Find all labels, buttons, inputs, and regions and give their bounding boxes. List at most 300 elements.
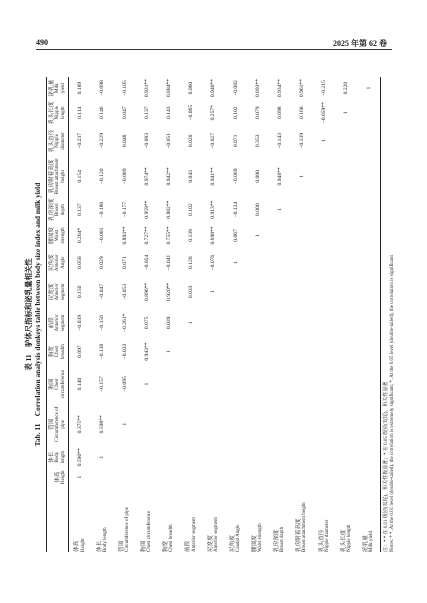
- table-cell: 0.893**: [254, 78, 261, 98]
- table-cell: [291, 222, 313, 249]
- table-cell: −0.156: [99, 315, 106, 331]
- table-cell: 0.934**: [276, 78, 283, 98]
- table-cell: 0.075: [143, 316, 150, 330]
- column-header: [47, 445, 69, 469]
- table-cell: 0.590**: [77, 448, 84, 467]
- table-cell: [224, 469, 246, 485]
- row-label-cn: 体高: [74, 540, 81, 552]
- row-label: [335, 485, 357, 552]
- table-cell: [247, 276, 269, 307]
- table-cell: 0.220: [343, 81, 350, 95]
- table-cell: [358, 445, 381, 469]
- column-header-en: Nipple length: [55, 105, 66, 120]
- row-label: [247, 485, 269, 552]
- table-cell: [335, 222, 357, 249]
- table-cell: 0.029: [99, 256, 106, 269]
- table-cell: [358, 403, 381, 445]
- column-header: [47, 222, 69, 249]
- row-label: [136, 485, 158, 552]
- row-label: [269, 485, 291, 552]
- table-cell: [158, 445, 180, 469]
- table-cell: [114, 445, 136, 469]
- row-label-en: Milk yield: [369, 531, 375, 552]
- table-cell: 0.048: [121, 134, 128, 148]
- table-cell: 0.154: [77, 170, 84, 183]
- table-cell: [291, 249, 313, 276]
- table-cell: [202, 445, 224, 469]
- table-cell: [224, 338, 246, 364]
- table-cell: [313, 338, 335, 364]
- column-header-en: Chest circumference: [55, 369, 66, 399]
- table-cell: 1: [343, 111, 350, 115]
- table-cell: 0.931**: [143, 78, 150, 98]
- table-cell: [180, 365, 202, 404]
- table-cell: −0.089: [121, 168, 128, 185]
- table-cell: [269, 276, 291, 307]
- row-label-en: Breast attachment height: [302, 502, 308, 552]
- table-cell: 1: [232, 261, 239, 265]
- table-cell: 0.071: [121, 256, 128, 269]
- table-cell: [202, 307, 224, 338]
- table-cell: −0.139: [299, 133, 306, 149]
- table-cell: [335, 307, 357, 338]
- table-cell: −0.215: [321, 80, 328, 96]
- table-cell: −0.065: [188, 104, 195, 121]
- row-label-cn: 乳头直径: [318, 529, 325, 552]
- table-cell: [269, 365, 291, 404]
- table-cell: [224, 365, 246, 404]
- table-cell: 0.067: [232, 229, 239, 242]
- column-header-en: Anterior segment: [55, 283, 66, 301]
- table-row: [224, 77, 246, 552]
- table-cell: 1: [321, 139, 328, 143]
- row-label-cn: 体长: [96, 540, 103, 552]
- table-cell: 0.727**: [143, 226, 150, 245]
- table-cell: [158, 469, 180, 485]
- row-label-en: Body length: [102, 527, 108, 552]
- column-header-en: Anterior segment: [55, 314, 66, 332]
- table-cell: [247, 365, 269, 404]
- table-cell: [291, 403, 313, 445]
- table-cell: [335, 155, 357, 197]
- table-row: [69, 77, 92, 552]
- table-cell: 0.058: [77, 256, 84, 269]
- table-cell: −0.098: [99, 80, 106, 96]
- table-cell: −0.095: [121, 376, 128, 392]
- table-cell: 0.353: [254, 134, 261, 148]
- table-cell: [335, 469, 357, 485]
- table-cell: −0.053: [121, 283, 128, 300]
- table-notes: [384, 77, 397, 552]
- table-cell: 0.893**: [121, 226, 128, 245]
- column-header-en: Body length: [55, 450, 66, 464]
- column-header-en: Breast depth: [55, 203, 66, 217]
- column-header-cn: 胸围: [49, 378, 56, 390]
- table-cell: [247, 338, 269, 364]
- table-cell: 0.143: [165, 106, 172, 120]
- table-cell: [313, 445, 335, 469]
- table-row: [247, 77, 269, 552]
- table-cell: [313, 469, 335, 485]
- column-header: [47, 365, 69, 404]
- table-cell: 1: [165, 350, 172, 353]
- table-cell: 0.896**: [143, 282, 150, 301]
- column-header-cn: 体高: [54, 471, 61, 483]
- column-header: [47, 403, 69, 445]
- row-label-cn: 乳房附着高度: [296, 518, 303, 552]
- table-cell: 0.079: [254, 106, 261, 120]
- row-label-cn: 前段: [185, 540, 192, 552]
- table-cell: [358, 338, 381, 364]
- table-cell: [91, 469, 113, 485]
- table-cell: [269, 338, 291, 364]
- table-cell: [247, 307, 269, 338]
- rotated-table-block: [25, 77, 405, 552]
- table-cell: −0.237: [77, 133, 84, 149]
- table-cell: [180, 338, 202, 364]
- correlation-table: [46, 77, 381, 552]
- table-cell: 0.020: [188, 134, 195, 148]
- table-cell: [358, 307, 381, 338]
- table-cell: [224, 445, 246, 469]
- row-label-cn: 乳头长度: [340, 529, 347, 552]
- table-cell: −0.081: [99, 227, 106, 244]
- column-header-cn: 前段: [49, 317, 56, 329]
- table-cell: [358, 365, 381, 404]
- row-label-en: Anterior segment: [213, 517, 219, 552]
- column-header-en: Anterior Angle: [55, 254, 66, 272]
- journal-volume: 2025 年第 62 卷: [333, 39, 387, 48]
- table-cell: [158, 365, 180, 404]
- table-cell: [269, 445, 291, 469]
- table-cell: [224, 307, 246, 338]
- table-cell: [313, 155, 335, 197]
- table-cell: −0.261*: [121, 313, 128, 333]
- row-label: [313, 485, 335, 552]
- row-label-en: Waist strength: [258, 523, 264, 552]
- table-row: [269, 77, 291, 552]
- table-cell: [291, 365, 313, 404]
- table-cell: 0.974**: [143, 167, 150, 186]
- row-label: [69, 485, 92, 552]
- table-cell: 1: [77, 475, 84, 479]
- table-row: [136, 77, 158, 552]
- table-cell: −0.083: [143, 133, 150, 149]
- table-cell: [180, 403, 202, 445]
- row-label: [114, 485, 136, 552]
- corner-cell: [47, 485, 69, 552]
- table-row: [291, 77, 313, 552]
- column-header-cn: 胸宽: [49, 345, 56, 358]
- table-cell: 0.098: [276, 106, 283, 120]
- table-cell: −0.105: [121, 80, 128, 96]
- table-cell: [291, 197, 313, 222]
- column-header-cn: 乳头长度: [49, 101, 56, 124]
- table-cell: −0.177: [121, 201, 128, 218]
- row-label-cn: 腰围度: [251, 535, 258, 552]
- table-cell: 1: [188, 321, 195, 325]
- table-cell: 1: [254, 234, 261, 237]
- column-header-cn: 管围: [49, 418, 56, 430]
- table-cell: [224, 403, 246, 445]
- table-cell: [291, 445, 313, 469]
- table-cell: −0.130: [99, 343, 106, 360]
- row-label-cn: 尻宽度: [207, 535, 214, 552]
- table-cell: [358, 197, 381, 222]
- table-title-cn: 表 11 驴体尺指标和泌乳量相关性: [24, 258, 33, 371]
- table-cell: −0.033: [121, 343, 128, 360]
- column-header: [47, 126, 69, 155]
- table-cell: 0.264*: [77, 227, 84, 244]
- table-cell: [158, 403, 180, 445]
- table-cell: 0.146: [99, 106, 106, 120]
- table-cell: [136, 469, 158, 485]
- table-cell: 0.257*: [210, 105, 217, 121]
- table-cell: [202, 469, 224, 485]
- table-cell: −0.069: [232, 168, 239, 185]
- table-cell: 1: [99, 455, 106, 459]
- table-cell: [335, 197, 357, 222]
- column-header: [47, 77, 69, 99]
- column-header: [47, 469, 69, 485]
- table-cell: −0.229: [99, 133, 106, 149]
- table-cell: 0.920**: [165, 282, 172, 301]
- row-label-en: Chest breadth: [169, 524, 175, 552]
- table-cell: [202, 365, 224, 404]
- table-cell: [313, 307, 335, 338]
- table-row: [180, 77, 202, 552]
- table-cell: [335, 276, 357, 307]
- column-header: [47, 276, 69, 307]
- table-cell: 0.043: [188, 170, 195, 183]
- table-cell: 0.102: [232, 106, 239, 120]
- table-cell: −0.124: [232, 201, 239, 218]
- table-cell: [247, 249, 269, 276]
- table-cell: [180, 445, 202, 469]
- column-header-en: Circumference of pipe: [55, 406, 66, 442]
- table-cell: −0.120: [99, 168, 106, 185]
- column-header: [47, 197, 69, 222]
- row-label-cn: 泌乳量: [362, 535, 369, 552]
- header-rule: [36, 49, 392, 50]
- table-cell: 0.137: [143, 106, 150, 120]
- table-cell: [202, 403, 224, 445]
- table-cell: [335, 365, 357, 404]
- table-cell: [335, 338, 357, 364]
- table-cell: [313, 249, 335, 276]
- table-cell: [358, 249, 381, 276]
- row-label-en: Circumference of pipe: [124, 507, 130, 552]
- row-label: [291, 485, 313, 552]
- table-cell: 0.097: [77, 345, 84, 358]
- table-cell: [224, 276, 246, 307]
- row-label-en: Height: [80, 538, 86, 552]
- row-label: [158, 485, 180, 552]
- table-cell: 0.961**: [299, 78, 306, 98]
- row-label: [91, 485, 113, 552]
- table-cell: [247, 403, 269, 445]
- table-cell: [313, 222, 335, 249]
- table-cell: [247, 445, 269, 469]
- column-header: [47, 155, 69, 197]
- table-cell: −0.157: [99, 376, 106, 392]
- table-cell: [136, 445, 158, 469]
- table-cell: [358, 276, 381, 307]
- row-label-cn: 胸围: [141, 540, 147, 552]
- table-body: [69, 77, 381, 552]
- table-cell: 0.598**: [99, 415, 106, 434]
- table-cell: 0.047: [121, 106, 128, 120]
- table-cell: [335, 403, 357, 445]
- table-cell: [269, 403, 291, 445]
- table-cell: 0.942**: [165, 167, 172, 186]
- table-cell: −0.054: [143, 254, 150, 271]
- table-cell: [269, 222, 291, 249]
- table-cell: 0.913**: [210, 200, 217, 219]
- table-cell: [358, 126, 381, 155]
- table-cell: −0.180: [99, 201, 106, 218]
- table-cell: [247, 469, 269, 485]
- table-cell: [313, 197, 335, 222]
- row-label: [224, 485, 246, 552]
- table-cell: [291, 307, 313, 338]
- table-cell: [335, 445, 357, 469]
- column-header-cn: 尻角度: [49, 254, 56, 272]
- table-cell: [269, 469, 291, 485]
- row-label-en: Breast depth: [280, 526, 286, 552]
- column-header-en: Waist strength: [55, 227, 66, 244]
- table-cell: 0.189: [77, 81, 84, 95]
- row-label-en: Chest circumference: [147, 510, 153, 552]
- column-header: [47, 307, 69, 338]
- table-cell: 0.000: [254, 170, 261, 183]
- table-cell: 0.168: [299, 106, 306, 120]
- table-cell: [358, 155, 381, 197]
- table-cell: 0.882**: [165, 200, 172, 219]
- table-cell: −0.051: [165, 133, 172, 149]
- table-cell: 1: [121, 422, 128, 426]
- table-row: [335, 77, 357, 552]
- row-label-en: Nipple length: [346, 524, 352, 552]
- table-cell: [313, 276, 335, 307]
- table-cell: 0.959**: [143, 200, 150, 219]
- row-label-cn: 管围: [118, 540, 125, 552]
- column-header: [47, 99, 69, 126]
- table-cell: [335, 126, 357, 155]
- table-cell: 0.137: [77, 203, 84, 216]
- table-cell: [313, 403, 335, 445]
- column-header-en: Milk yield: [55, 83, 66, 94]
- table-cell: −0.027: [210, 133, 217, 149]
- row-label-cn: 尻角度: [229, 535, 236, 552]
- table-cell: 0.102: [188, 203, 195, 216]
- table-cell: 0.698**: [210, 226, 217, 245]
- column-header-cn: 体长: [49, 451, 56, 463]
- table-cell: −0.041: [165, 254, 172, 271]
- table-cell: [291, 338, 313, 364]
- table-cell: −0.076: [210, 254, 217, 271]
- table-cell: [291, 276, 313, 307]
- column-header-cn: 泌乳量: [49, 79, 56, 97]
- table-cell: 1: [299, 174, 306, 178]
- table-cell: [358, 222, 381, 249]
- column-header-cn: 尻宽度: [49, 283, 56, 301]
- row-label-en: Anterior segment: [191, 517, 197, 552]
- row-label-cn: 乳房深度: [274, 529, 281, 552]
- table-cell: 0.128: [188, 256, 195, 269]
- table-row: [313, 77, 335, 552]
- column-header-cn: 腰围度: [49, 227, 56, 244]
- table-cell: −0.143: [276, 133, 283, 149]
- column-header: [47, 338, 69, 364]
- table-cell: 0.755**: [165, 226, 172, 245]
- column-header: [47, 249, 69, 276]
- table-cell: 0.114: [77, 106, 84, 119]
- table-cell: 0.139: [188, 229, 195, 242]
- table-cell: 0.150: [77, 285, 84, 299]
- table-cell: [114, 469, 136, 485]
- column-header-en: Nipple diameter: [55, 132, 66, 150]
- row-label-en: Nipple diameter: [324, 519, 330, 552]
- table-cell: 0.941**: [210, 167, 217, 186]
- table-cell: [269, 249, 291, 276]
- table-row: [158, 77, 180, 552]
- table-cell: 1: [210, 290, 217, 294]
- table-cell: [358, 99, 381, 126]
- column-header-en: Height: [60, 470, 66, 484]
- table-cell: 1: [143, 382, 150, 386]
- table-cell: [136, 403, 158, 445]
- table-cell: 0.039: [165, 316, 172, 330]
- table-cell: −0.047: [99, 283, 106, 300]
- table-cell: [202, 338, 224, 364]
- table-row: [91, 77, 113, 552]
- table-cell: 1: [365, 86, 372, 90]
- table-cell: −0.082: [232, 80, 239, 96]
- table-row: [202, 77, 224, 552]
- column-header-cn: 乳房深度: [49, 198, 56, 221]
- column-header-en: Chest breadth: [55, 344, 66, 360]
- column-header-cn: 乳头直径: [49, 129, 56, 153]
- row-label-cn: 胸宽: [163, 540, 170, 552]
- table-cell: 0.940**: [210, 78, 217, 98]
- table-cell: [180, 469, 202, 485]
- table-cell: 0.948**: [276, 167, 283, 186]
- table-row: [114, 77, 136, 552]
- row-label: [358, 485, 381, 552]
- table-cell: 0.033: [188, 285, 195, 299]
- table-title-en: Tab. 11 Correlation analysis donkeys table between body size index and milk yield: [32, 182, 42, 447]
- column-header-en: Breast attachment height: [55, 158, 66, 195]
- table-cell: 0.140: [77, 377, 84, 391]
- page-number: 490: [36, 38, 48, 47]
- table-cell: −0.039: [77, 315, 84, 331]
- table-cell: [358, 469, 381, 485]
- table-cell: 0.071: [232, 134, 239, 148]
- table-cell: 0.884**: [165, 78, 172, 98]
- table-cell: [335, 249, 357, 276]
- table-header-row: [47, 77, 69, 552]
- table-cell: [313, 365, 335, 404]
- table-cell: −0.659**: [321, 102, 328, 124]
- table-cell: 0.060: [188, 81, 195, 95]
- table-row: [358, 77, 381, 552]
- table-cell: 0.000: [254, 203, 261, 216]
- table-cell: [269, 307, 291, 338]
- row-label: [180, 485, 202, 552]
- table-cell: 0.943**: [143, 342, 150, 361]
- note-en: Notes: * *. At the 0.01 level (double-tailed), the correlation is extremely significant; *. At the 0.05 level (double-tailed), the correlation is significant: [390, 255, 396, 552]
